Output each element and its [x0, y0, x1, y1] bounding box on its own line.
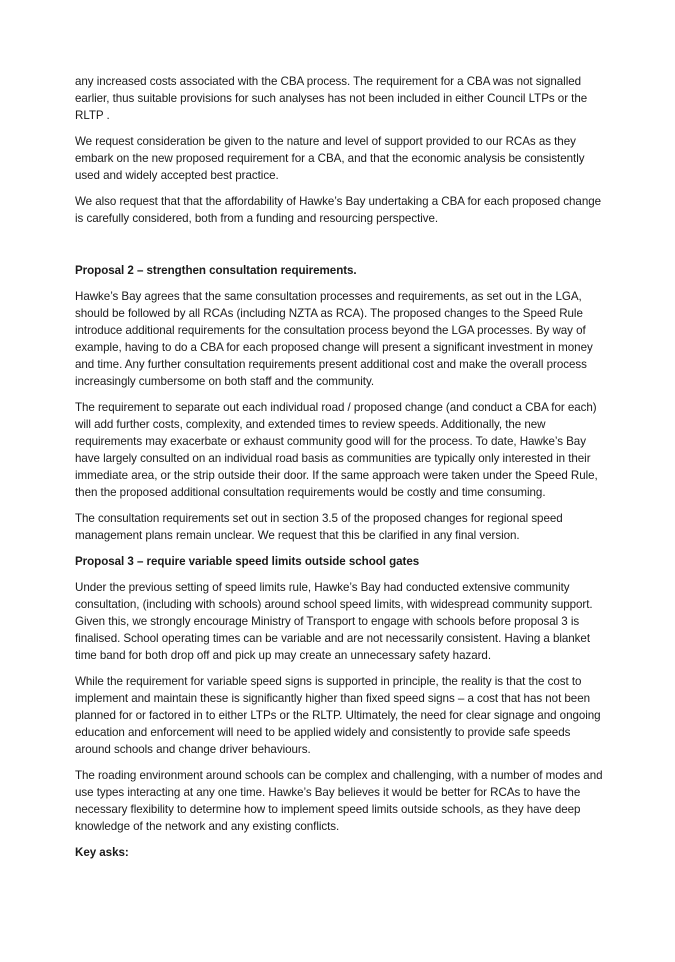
intro-paragraph-2: We request consideration be given to the nature and level of support provided to our RCAs as they embark on the new proposed requirement for a CBA, and that the economic analysis be consistently used and widely accepted best practice.	[75, 135, 585, 182]
proposal-3-paragraph-1: Under the previous setting of speed limits rule, Hawke’s Bay had conducted extensive community consultation, (including with schools) around school speed limits, with widespread community support. Given this, we strongly encourage Ministry of Transport to engage with schools before proposal 3 is finalised. School operating times can be variable and are not necessarily consistent. Having a blanket time band for both drop off and pick up may create an unnecessary safety hazard.	[75, 581, 593, 662]
proposal-2-paragraph-1: Hawke’s Bay agrees that the same consultation processes and requirements, as set out in the LGA, should be followed by all RCAs (including NZTA as RCA). The proposed changes to the Speed Rule introduce additional requirements for the consultation process beyond the LGA processes. By way of example, having to do a CBA for each proposed change will present a significant investment in money and time. Any further consultation requirements present additional cost and make the overall process increasingly cumbersome on both staff and the community.	[75, 290, 593, 388]
section-spacer	[75, 236, 607, 262]
proposal-2-paragraph-2: The requirement to separate out each individual road / proposed change (and conduct a CBA for each) will add further costs, complexity, and extended times to review speeds. Additionally, the new requirements may exacerbate or exhaust community good will for the process. To date, Hawke’s Bay have largely consulted on an individual road basis as communities are typically only interested in their immediate area, or the strip outside their door. If the same approach were taken under the Speed Rule, then the proposed additional consultation requirements would be costly and time consuming.	[75, 401, 598, 499]
proposal-2-heading: Proposal 2 – strengthen consultation requirements.	[75, 264, 357, 277]
proposal-3-paragraph-3: The roading environment around schools can be complex and challenging, with a number of modes and use types interacting at any one time. Hawke’s Bay believes it would be better for RCAs to have the necessary flexibility to determine how to implement speed limits outside schools, as they have deep knowledge of the network and any existing conflicts.	[75, 769, 603, 833]
intro-paragraph-1: any increased costs associated with the CBA process. The requirement for a CBA was not signalled earlier, thus suitable provisions for such analyses has not been included in either Council LTPs or the RLTP .	[75, 75, 588, 122]
key-asks-heading: Key asks:	[75, 846, 129, 859]
document-body	[75, 73, 607, 870]
intro-paragraph-3: We also request that that the affordability of Hawke’s Bay undertaking a CBA for each proposed change is carefully considered, both from a funding and resourcing perspective.	[75, 195, 602, 225]
proposal-3-heading: Proposal 3 – require variable speed limits outside school gates	[75, 555, 420, 568]
proposal-2-paragraph-3: The consultation requirements set out in section 3.5 of the proposed changes for regional speed management plans remain unclear. We request that this be clarified in any final version.	[75, 512, 563, 542]
proposal-3-paragraph-2: While the requirement for variable speed signs is supported in principle, the reality is that the cost to implement and maintain these is significantly higher than fixed speed signs – a cost that has not been planned for or factored in to either LTPs or the RLTP. Ultimately, the need for clear signage and ongoing education and enforcement will need to be applied widely and consistently to provide safe speeds around schools and change driver behaviours.	[75, 675, 601, 756]
